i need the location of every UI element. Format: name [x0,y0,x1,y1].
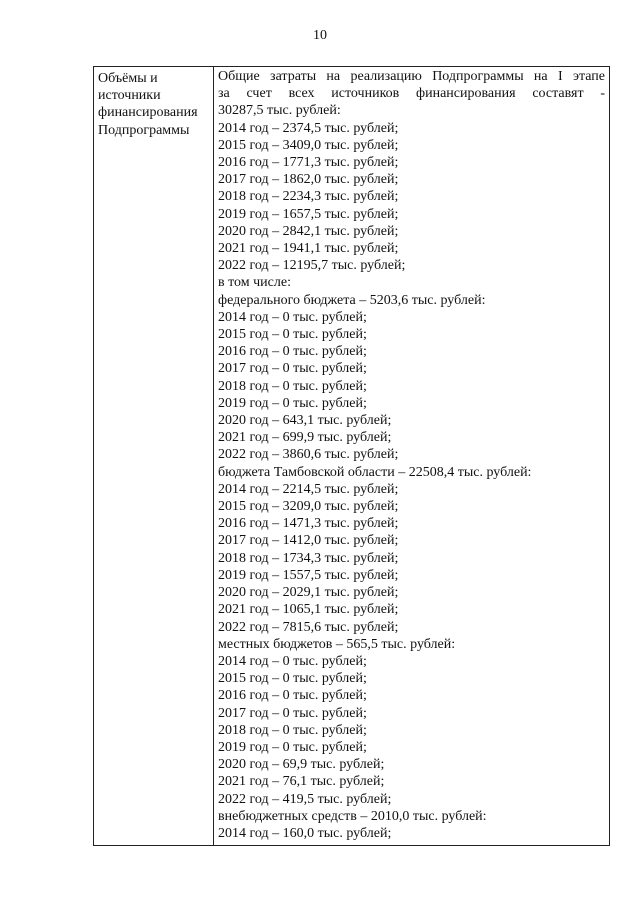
intro-total: 30287,5 тыс. рублей: [218,103,341,119]
funding-line: 2016 год – 0 тыс. рублей; [218,344,367,360]
funding-line: 2020 год – 2029,1 тыс. рублей; [218,585,399,601]
funding-line: 2018 год – 0 тыс. рублей; [218,378,367,394]
funding-table [93,66,610,846]
funding-line: 2020 год – 69,9 тыс. рублей; [218,757,385,773]
label-line: Объёмы и [98,71,158,86]
funding-line: 2017 год – 0 тыс. рублей; [218,361,367,377]
funding-line: 2019 год – 1657,5 тыс. рублей; [218,206,399,222]
funding-line: 2019 год – 0 тыс. рублей; [218,395,367,411]
funding-line: 2019 год – 1557,5 тыс. рублей; [218,567,399,583]
funding-line: 2020 год – 2842,1 тыс. рублей; [218,223,399,239]
funding-line: 2014 год – 0 тыс. рублей; [218,653,367,669]
funding-line: местных бюджетов – 565,5 тыс. рублей: [218,636,456,652]
funding-line: 2021 год – 76,1 тыс. рублей; [218,774,385,790]
funding-line: 2014 год – 2374,5 тыс. рублей; [218,120,399,136]
funding-line: 2022 год – 3860,6 тыс. рублей; [218,447,399,463]
funding-line: 2021 год – 699,9 тыс. рублей; [218,430,392,446]
funding-line: 2015 год – 3409,0 тыс. рублей; [218,137,399,153]
funding-line: 2014 год – 0 тыс. рублей; [218,309,367,325]
funding-line: 2015 год – 0 тыс. рублей; [218,327,367,343]
funding-line: 2015 год – 0 тыс. рублей; [218,671,367,687]
funding-line: 2018 год – 2234,3 тыс. рублей; [218,189,399,205]
funding-line: 2019 год – 0 тыс. рублей; [218,739,367,755]
funding-line: 2017 год – 1412,0 тыс. рублей; [218,533,399,549]
funding-line: 2014 год – 160,0 тыс. рублей; [218,825,392,841]
funding-line: 2018 год – 1734,3 тыс. рублей; [218,550,399,566]
funding-line: 2015 год – 3209,0 тыс. рублей; [218,499,399,515]
funding-line: 2021 год – 1065,1 тыс. рублей; [218,602,399,618]
funding-label-cell [94,67,214,845]
funding-line: 2020 год – 643,1 тыс. рублей; [218,413,392,429]
funding-line: 2021 год – 1941,1 тыс. рублей; [218,241,399,257]
funding-line: 2016 год – 1771,3 тыс. рублей; [218,155,399,171]
funding-line: 2014 год – 2214,5 тыс. рублей; [218,481,399,497]
label-line: Подпрограммы [98,122,190,138]
funding-line: 2016 год – 1471,3 тыс. рублей; [218,516,399,532]
funding-line: бюджета Тамбовской области – 22508,4 тыс. рублей: [218,464,532,480]
label-line: финансирования [98,105,198,121]
funding-details-cell [214,67,609,845]
funding-line: 2022 год – 419,5 тыс. рублей; [218,791,392,807]
funding-line: 2016 год – 0 тыс. рублей; [218,688,367,704]
funding-lines [218,120,605,843]
funding-line: 2022 год – 12195,7 тыс. рублей; [218,258,406,274]
funding-line: в том числе: [218,275,291,291]
intro-line: Общие затраты на реализацию Подпрограммы на I этапе [218,69,605,84]
funding-line: внебюджетных средств – 2010,0 тыс. рублей: [218,808,487,824]
funding-line: 2017 год – 1862,0 тыс. рублей; [218,172,399,188]
funding-line: 2017 год – 0 тыс. рублей; [218,705,367,721]
label-line: источники [98,88,161,104]
funding-line: 2018 год – 0 тыс. рублей; [218,722,367,738]
intro-line: за счет всех источников финансирования составят - [218,86,605,102]
funding-line: федерального бюджета – 5203,6 тыс. рублей: [218,292,486,308]
funding-line: 2022 год – 7815,6 тыс. рублей; [218,619,399,635]
page-number: 10 [313,28,327,43]
